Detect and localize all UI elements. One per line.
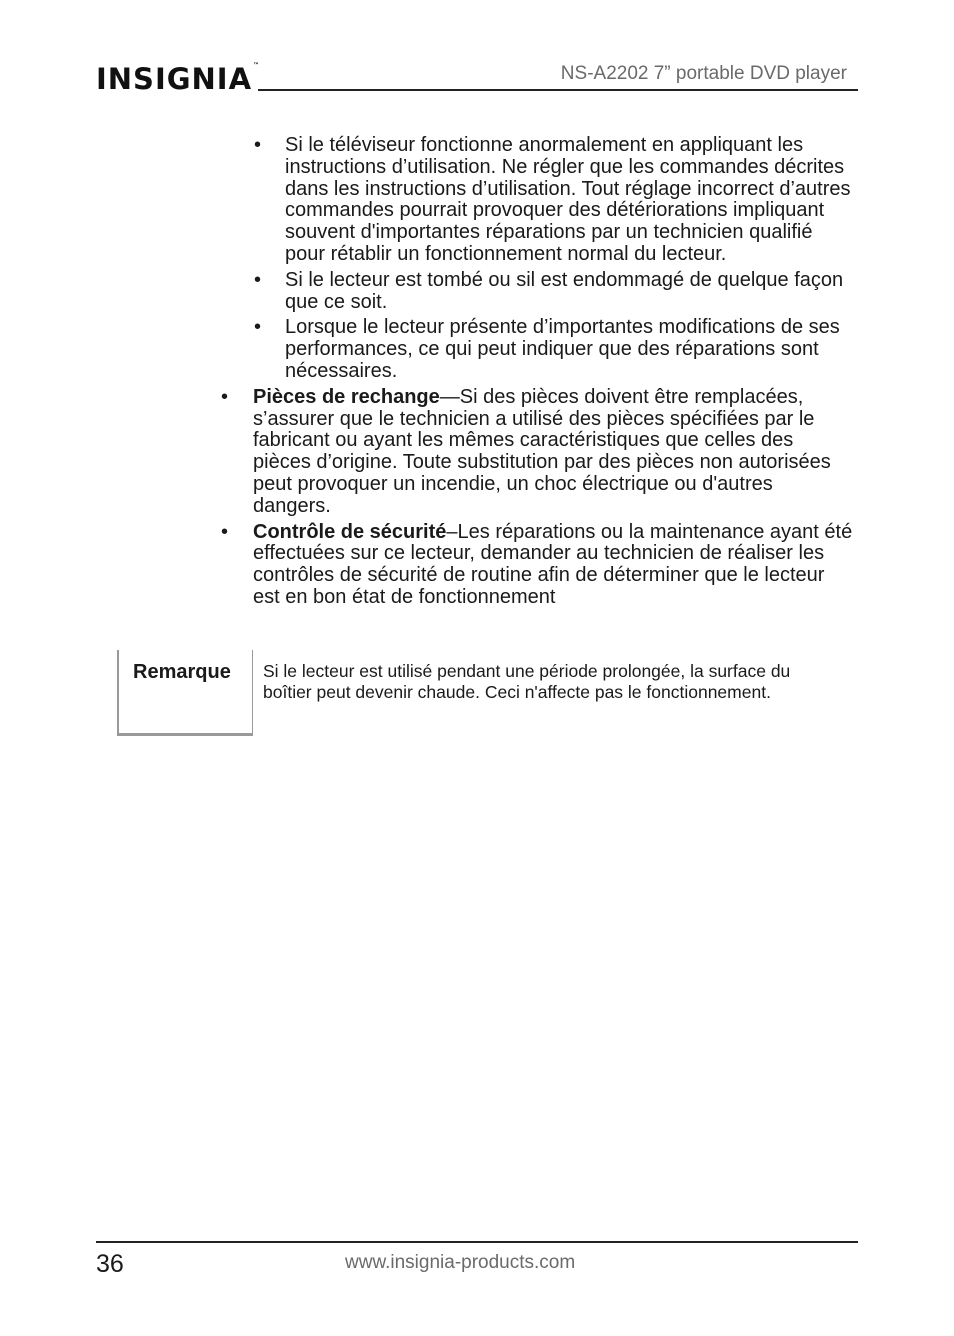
note-label: Remarque [133,661,231,683]
sub-bullet-list [0,135,954,383]
bullet-text: —Si des pièces doivent être remplacées, s’assurer que le technicien a utilisé des pièces spécifiées par le fabricant ou ayant les mêmes caractéristiques que celles des pièces d’origine. Toute substitution par des pièces non autorisées peut provoquer un incendie, un choc électrique ou d'autres dangers. [253,385,831,517]
note-box [117,650,837,735]
footer-url: www.insignia-products.com [345,1252,576,1273]
logo-wordmark: INSIGNIA [96,62,253,96]
brand-logo [96,62,259,96]
footer-divider [96,1241,858,1243]
bullet-heading: Contrôle de sécurité [253,520,447,543]
sub-bullet-item: • Lorsque le lecteur présente d’importantes modifications de ses performances, ce qui peut indiquer que des réparations sont nécessaires. [285,317,855,382]
sub-bullet-item: • Si le téléviseur fonctionne anormalement en appliquant les instructions d’utilisation. Ne régler que les commandes décrites dans les instructions d’utilisation. Tout réglage incorrect d’autres commandes pourrait provoquer des détériorations impliquant souvent d'importantes réparations par un technicien qualifié pour rétablir un fonctionnement normal du lecteur. [285,135,855,266]
header-divider [258,89,858,91]
sub-bullet-item: • Si le lecteur est tombé ou sil est endommagé de quelque façon que ce soit. [285,270,855,314]
note-label-frame [117,650,253,736]
logo-trademark: ™ [253,62,260,69]
page-number: 36 [96,1250,124,1278]
header-model-title: NS-A2202 7” portable DVD player [560,63,847,84]
main-bullet-item [253,522,855,609]
main-bullet-item [253,387,855,518]
main-bullet-list [0,387,954,609]
bullet-heading: Pièces de rechange [253,385,440,408]
bullet-text: –Les réparations ou la maintenance ayant été effectuées sur ce lecteur, demander au technicien de réaliser les contrôles de sécurité de routine afin de déterminer que le lecteur est en bon état de fonctionnement [253,520,853,608]
note-text: Si le lecteur est utilisé pendant une période prolongée, la surface du boîtier peut devenir chaude. Ceci n'affecte pas le fonctionnement. [263,661,791,702]
page-content [0,135,954,613]
